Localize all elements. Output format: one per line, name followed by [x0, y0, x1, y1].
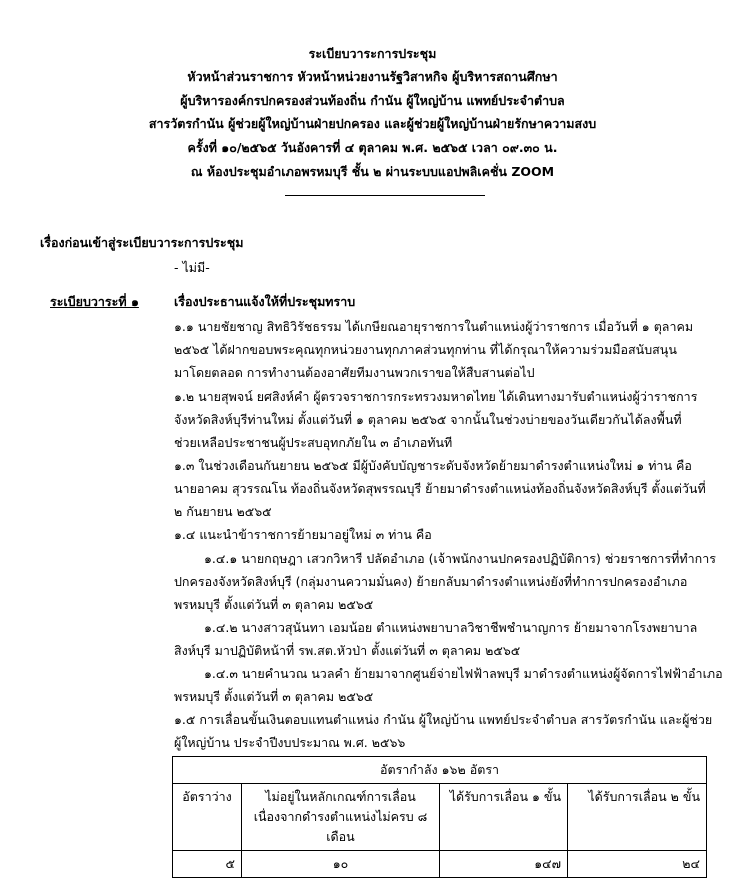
table-cell: ๑๔๗ [440, 851, 568, 878]
table-cell: ๒๔ [568, 851, 707, 878]
agenda-line: ๒ กันยายน ๒๕๖๕ [174, 504, 272, 519]
table-header-cell [242, 784, 440, 851]
table-header-line: เนื่องจากดำรงตำแหน่งไม่ครบ ๘ เดือน [253, 809, 428, 844]
agenda-line: ๒๕๖๕ ได้ฝากขอบพระคุณทุกหน่วยงานทุกภาคส่วนทุกท่าน ที่ได้กรุณาให้ความร่วมมือสนับสนุน [174, 342, 677, 357]
table-header-row [173, 784, 707, 851]
agenda-line: พรหมบุรี ตั้งแต่วันที่ ๓ ตุลาคม ๒๕๖๕ [174, 689, 374, 704]
agenda-1-label: ระเบียบวาระที่ ๑ [50, 294, 139, 309]
agenda-line: ๑.๑ นายชัยชาญ สิทธิวิรัชธรรม ได้เกษียณอายุราชการในตำแหน่งผู้ว่าราชการ เมื่อวันที่ ๑ ตุลาคม [174, 319, 694, 334]
table-cell: ๑๐ [242, 851, 440, 878]
table-title: อัตรากำลัง ๑๖๒ อัตรา [173, 757, 707, 784]
doc-title: ระเบียบวาระการประชุม [308, 46, 437, 61]
agenda-line: มาโดยตลอด การทำงานต้องอาศัยทีมงานพวกเราขอให้สืบสานต่อไป [174, 365, 535, 380]
agenda-line: ๑.๔.๒ นางสาวสุนันทา เอมน้อย ตำแหน่งพยาบาลวิชาชีพชำนาญการ ย้ายมาจากโรงพยาบาล [204, 620, 698, 635]
header-line-4: สารวัตรกำนัน ผู้ช่วยผู้ใหญ่บ้านฝ่ายปกครอง และผู้ช่วยผู้ใหญ่บ้านฝ่ายรักษาความสงบ [148, 116, 597, 131]
agenda-line: ๑.๕ การเลื่อนขั้นเงินตอบแทนตำแหน่ง กำนัน ผู้ใหญ่บ้าน แพทย์ประจำตำบล สารวัตรกำนัน และผู้ช่วย [174, 712, 713, 727]
agenda-line: ปกครองจังหวัดสิงห์บุรี (กลุ่มงานความมั่นคง) ย้ายกลับมาดำรงตำแหน่งยังที่ทำการปกครองอำเภอ [174, 574, 688, 589]
header-line-6: ณ ห้องประชุมอำเภอพรหมบุรี ชั้น ๒ ผ่านระบบแอปพลิเคชั่น ZOOM [190, 164, 555, 179]
agenda-line: สิงห์บุรี มาปฏิบัติหน้าที่ รพ.สต.หัวป่า ตั้งแต่วันที่ ๓ ตุลาคม ๒๕๖๕ [174, 643, 521, 658]
agenda-line: ๑.๒ นายสุพจน์ ยศสิงห์คำ ผู้ตรวจราชการกระทรวงมหาดไทย ได้เดินทางมารับตำแหน่งผู้ว่าราชการ [174, 389, 698, 404]
agenda-line: ๑.๔.๑ นายกฤษฎา เสวกวิหารี ปลัดอำเภอ (เจ้าพนักงานปกครองปฏิบัติการ) ช่วยราชการที่ทำการ [204, 551, 716, 566]
agenda-line: จังหวัดสิงห์บุรีท่านใหม่ ตั้งแต่วันที่ ๑ ตุลาคม ๒๕๖๕ จากนั้นในช่วงบ่ายของวันเดียวกันได้ลงพื้นที่ [174, 412, 682, 427]
table-header-line: ไม่อยู่ในหลักเกณฑ์การเลื่อน [265, 789, 416, 804]
table-header-cell: อัตราว่าง [173, 784, 242, 851]
pre-agenda-title: เรื่องก่อนเข้าสู่ระเบียบวาระการประชุม [40, 235, 244, 250]
agenda-line: ๑.๔ แนะนำข้าราชการย้ายมาอยู่ใหม่ ๓ ท่าน คือ [174, 527, 432, 542]
header-line-5: ครั้งที่ ๑๐/๒๕๖๕ วันอังคารที่ ๔ ตุลาคม พ.ศ. ๒๕๖๕ เวลา ๐๙.๓๐ น. [187, 140, 558, 155]
table-header-cell: ได้รับการเลื่อน ๑ ขั้น [440, 784, 568, 851]
header-divider [285, 195, 485, 196]
agenda-line: ผู้ใหญ่บ้าน ประจำปีงบประมาณ พ.ศ. ๒๕๖๖ [174, 735, 406, 750]
agenda-line: ๑.๓ ในช่วงเดือนกันยายน ๒๕๖๕ มีผู้บังคับบัญชาระดับจังหวัดย้ายมาดำรงตำแหน่งใหม่ ๑ ท่าน คือ [174, 458, 692, 473]
rate-table [172, 756, 707, 878]
table-cell: ๕ [173, 851, 242, 878]
agenda-line: ช่วยเหลือประชาชนผู้ประสบอุทกภัยใน ๓ อำเภอทันที [174, 435, 453, 450]
table-title-row [173, 757, 707, 784]
header-line-2: หัวหน้าส่วนราชการ หัวหน้าหน่วยงานรัฐวิสาหกิจ ผู้บริหารสถานศึกษา [187, 69, 558, 84]
agenda-line: พรหมบุรี ตั้งแต่วันที่ ๓ ตุลาคม ๒๕๖๕ [174, 597, 374, 612]
pre-agenda-value: - ไม่มี- [174, 260, 210, 275]
table-header-cell: ได้รับการเลื่อน ๒ ขั้น [568, 784, 707, 851]
agenda-1-title: เรื่องประธานแจ้งให้ที่ประชุมทราบ [174, 294, 356, 309]
agenda-line: ๑.๔.๓ นายคำนวณ นวลคำ ย้ายมาจากศูนย์จ่ายไฟฟ้าลพบุรี มาดำรงตำแหน่งผู้จัดการไฟฟ้าอำเภอ [204, 666, 723, 681]
header-line-3: ผู้บริหารองค์กรปกครองส่วนท้องถิ่น กำนัน ผู้ใหญ่บ้าน แพทย์ประจำตำบล [180, 93, 565, 108]
agenda-line: นายอาคม สุวรรณโน ท้องถิ่นจังหวัดสุพรรณบุรี ย้ายมาดำรงตำแหน่งท้องถิ่นจังหวัดสิงห์บุรี ตั้งแต่วันที่ [174, 481, 706, 496]
